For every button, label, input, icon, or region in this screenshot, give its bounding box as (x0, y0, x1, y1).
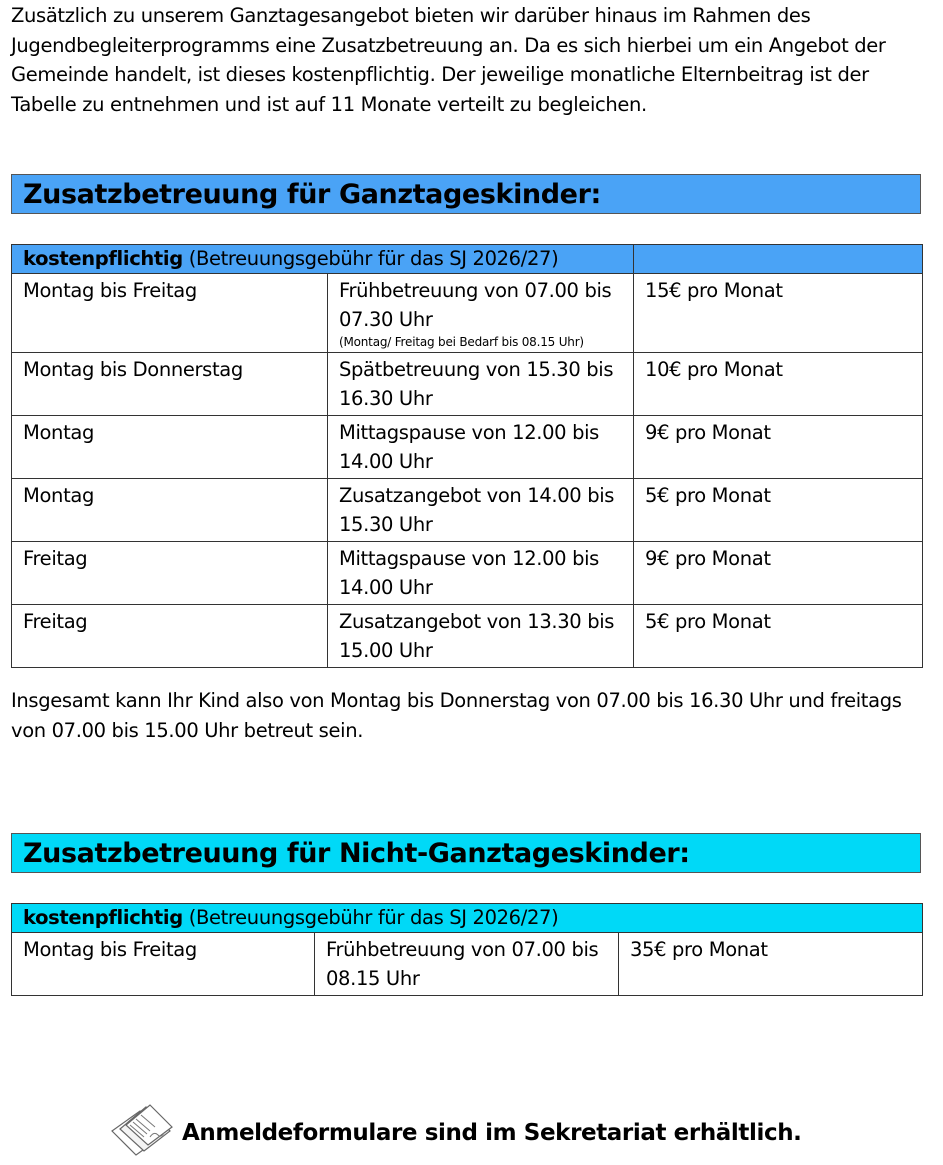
fee-period: (Betreuungsgebühr für das SJ 2026/27) (182, 906, 559, 929)
service-cell: Zusatzangebot von 13.30 bis 15.00 Uhr (328, 605, 634, 668)
price-cell: 35€ pro Monat (619, 933, 923, 996)
table-row (12, 479, 923, 542)
service-text: Frühbetreuung von 07.00 bis 07.30 Uhr (339, 279, 612, 331)
days-cell: Montag bis Donnerstag (12, 353, 328, 416)
days-cell: Freitag (12, 542, 328, 605)
service-note: (Montag/ Freitag bei Bedarf bis 08.15 Uhr) (339, 335, 584, 349)
service-cell: Spätbetreuung von 15.30 bis 16.30 Uhr (328, 353, 634, 416)
service-cell: Mittagspause von 12.00 bis 14.00 Uhr (328, 542, 634, 605)
fee-period: (Betreuungsgebühr für das SJ 2026/27) (182, 247, 559, 270)
table-header-row (12, 904, 923, 933)
intro-paragraph: Zusätzlich zu unserem Ganztagesangebot bieten wir darüber hinaus im Rahmen des Jugendbegleiterprogramms eine Zusatzbetreuung an. Da es sich hierbei um ein Angebot der Gemeinde handelt, ist dieses kostenpflichtig. Der jeweilige monatliche Elternbeitrag ist der Tabelle zu entnehmen und ist auf 11 Monate verteilt zu begleichen. (11, 4, 886, 116)
table-row (12, 542, 923, 605)
table-header-cell (12, 245, 634, 274)
table-header-cell (12, 904, 923, 933)
section-heading-nicht-ganztag: Zusatzbetreuung für Nicht-Ganztageskinder: (11, 833, 921, 873)
days-cell: Freitag (12, 605, 328, 668)
days-cell: Montag bis Freitag (12, 933, 315, 996)
footer-note (106, 1103, 802, 1163)
fee-label: kostenpflichtig (23, 906, 183, 929)
table-row (12, 605, 923, 668)
service-cell: Mittagspause von 12.00 bis 14.00 Uhr (328, 416, 634, 479)
fee-label: kostenpflichtig (23, 247, 183, 270)
fee-table-ganztag (11, 244, 923, 668)
summary-paragraph: Insgesamt kann Ihr Kind also von Montag bis Donnerstag von 07.00 bis 16.30 Uhr und freitags von 07.00 bis 15.00 Uhr betreut sein. (11, 689, 902, 742)
table-row (12, 933, 923, 996)
footer-text: Anmeldeformulare sind im Sekretariat erhältlich. (182, 1120, 802, 1146)
section-heading-ganztag: Zusatzbetreuung für Ganztageskinder: (11, 174, 921, 214)
days-cell: Montag (12, 416, 328, 479)
table-row (12, 353, 923, 416)
days-cell: Montag bis Freitag (12, 274, 328, 353)
table-row (12, 416, 923, 479)
price-cell: 5€ pro Monat (634, 479, 923, 542)
price-cell: 9€ pro Monat (634, 542, 923, 605)
price-cell: 9€ pro Monat (634, 416, 923, 479)
price-cell: 5€ pro Monat (634, 605, 923, 668)
table-header-empty (634, 245, 923, 274)
price-cell: 15€ pro Monat (634, 274, 923, 353)
service-cell: Frühbetreuung von 07.00 bis 08.15 Uhr (315, 933, 619, 996)
table-header-row (12, 245, 923, 274)
fee-table-nicht-ganztag (11, 903, 923, 996)
table-row (12, 274, 923, 353)
price-cell: 10€ pro Monat (634, 353, 923, 416)
service-cell (328, 274, 634, 353)
forms-icon (106, 1101, 176, 1165)
days-cell: Montag (12, 479, 328, 542)
service-cell: Zusatzangebot von 14.00 bis 15.30 Uhr (328, 479, 634, 542)
